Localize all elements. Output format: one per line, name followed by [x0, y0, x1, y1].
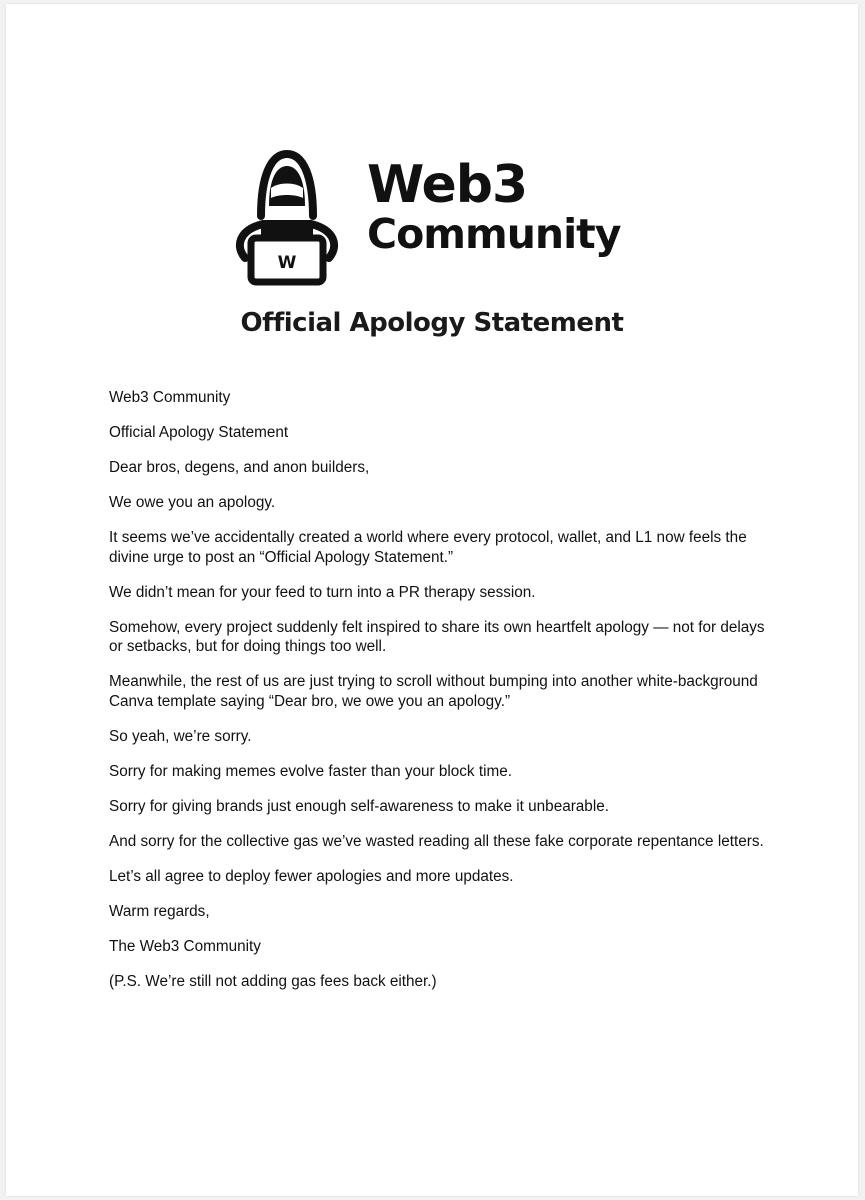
logo-wordmark	[367, 155, 621, 258]
laptop-letter: W	[277, 253, 297, 273]
letter-postscript: (P.S. We’re still not adding gas fees back either.)	[109, 972, 437, 990]
letter-paragraph: Meanwhile, the rest of us are just trying to scroll without bumping into another white-background Canva template saying “Dear bro, we owe you an apology.”	[109, 673, 758, 710]
letter-greeting: Dear bros, degens, and anon builders,	[109, 459, 370, 476]
letter-body	[109, 388, 769, 1007]
letter-paragraph: We owe you an apology.	[109, 494, 276, 511]
letter-paragraph: Somehow, every project suddenly felt inspired to share its own heartfelt apology — not for delays or setbacks, but for doing things too well.	[109, 618, 765, 655]
letter-org: Web3 Community	[109, 389, 231, 406]
logo-line-web3: Web3	[367, 155, 528, 215]
letter-paragraph: It seems we’ve accidentally created a world where every protocol, wallet, and L1 now feels the divine urge to post an “Official Apology Statement.”	[109, 529, 747, 566]
letter-paragraph: Sorry for giving brands just enough self-awareness to make it unbearable.	[109, 797, 609, 815]
letter-signature: The Web3 Community	[109, 937, 261, 955]
letter-paragraph: Sorry for making memes evolve faster than your block time.	[109, 762, 512, 780]
page-title: Official Apology Statement	[240, 308, 624, 338]
hooded-hacker-icon	[221, 146, 351, 286]
letter-paragraph: We didn’t mean for your feed to turn into a PR therapy session.	[109, 583, 536, 601]
letter-closing: Warm regards,	[109, 902, 210, 920]
letter-paragraph: Let’s all agree to deploy fewer apologies and more updates.	[109, 867, 514, 885]
letter-paragraph: So yeah, we’re sorry.	[109, 727, 252, 745]
letter-paragraph: And sorry for the collective gas we’ve wasted reading all these fake corporate repentance letters.	[109, 832, 764, 850]
logo-line-community: Community	[367, 210, 621, 258]
document-page	[6, 4, 858, 1196]
web3-community-logo	[221, 146, 651, 286]
letter-subject: Official Apology Statement	[109, 424, 289, 441]
